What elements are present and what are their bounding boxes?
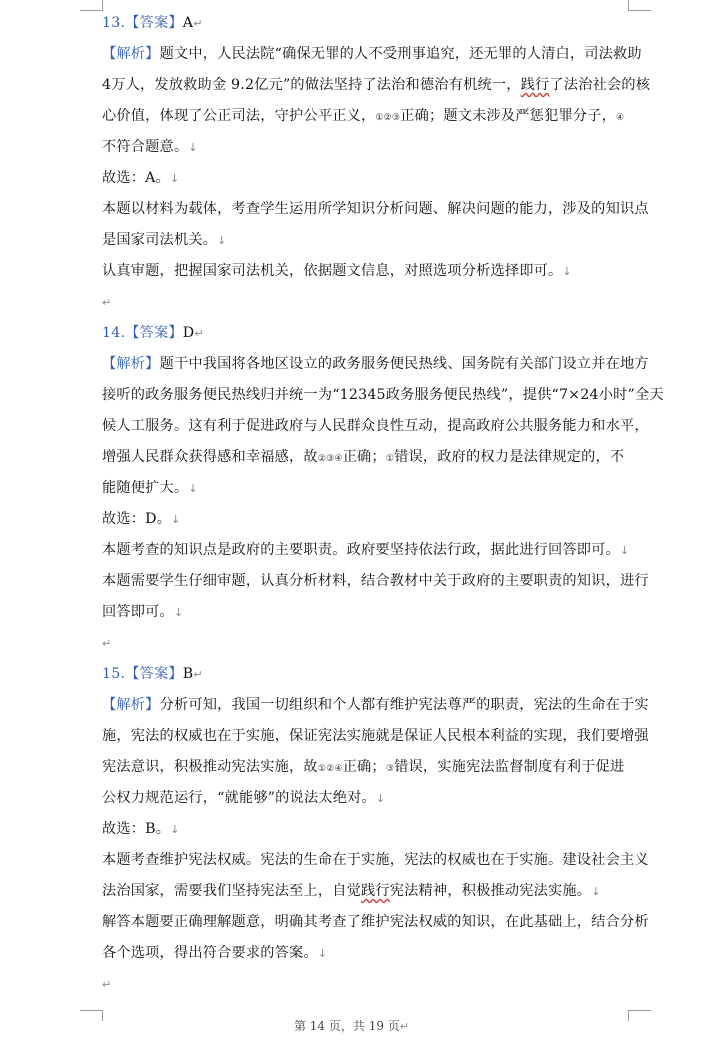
q13-choice: 故选：A。↓ — [102, 170, 180, 186]
q14-choice: 故选：D。↓ — [102, 511, 181, 527]
document-body — [102, 8, 664, 1000]
q13-analysis-line-1: 【解析】题文中，人民法院“确保无罪的人不受刑事追究，还无罪的人清白，司法救助 — [102, 46, 642, 62]
q15-comment-line-1: 本题考查维护宪法权威。宪法的生命在于实施，宪法的权威也在于实施。建设社会主义 — [102, 852, 649, 868]
q15-analysis-line-1: 【解析】分析可知，我国一切组织和个人都有维护宪法尊严的职责，宪法的生命在于实 — [102, 697, 649, 713]
q14-analysis-line-2: 接听的政务服务便民热线归并统一为“12345政务服务便民热线”，提供“7×24小时”全天 — [102, 387, 664, 403]
q14-tip-line-1: 本题需要学生仔细审题，认真分析材料，结合教材中关于政府的主要职责的知识，进行 — [102, 573, 649, 589]
empty-paragraph: ↵ — [102, 637, 112, 650]
q13-analysis-line-2: 4万人，发放救助金 9.2亿元”的做法坚持了法治和德治有机统一，践行了法治社会的核 — [102, 77, 651, 93]
page-footer: 第 14 页，共 19 页↵ — [293, 1019, 410, 1033]
q15-analysis-line-2: 施，宪法的权威也在于实施，保证宪法实施就是保证人民根本利益的实现，我们要增强 — [102, 728, 649, 744]
empty-paragraph: ↵ — [102, 296, 112, 309]
crop-mark-top-left — [80, 0, 103, 11]
q14-tip-line-2: 回答即可。↓ — [102, 604, 184, 620]
empty-paragraph: ↵ — [102, 978, 112, 991]
q14-analysis-line-5: 能随便扩大。↓ — [102, 480, 198, 496]
q15-analysis-line-3: 宪法意识，积极推动宪法实施，故①②④正确；③错误，实施宪法监督制度有利于促进 — [102, 759, 625, 775]
q13-tip: 认真审题，把握国家司法机关，依据题文信息，对照选项分析选择即可。↓ — [102, 263, 572, 279]
q13-comment-line-1: 本题以材料为载体，考查学生运用所学知识分析问题、解决问题的能力，涉及的知识点 — [102, 201, 649, 217]
q13-comment-line-2: 是国家司法机关。↓ — [102, 232, 227, 248]
q14-analysis-line-4: 增强人民群众获得感和幸福感，故②③④正确；①错误，政府的权力是法律规定的，不 — [102, 449, 625, 465]
q13-answer-heading: 13.【答案】A↵ — [102, 15, 203, 31]
q15-tip-line-2: 各个选项，得出符合要求的答案。↓ — [102, 945, 328, 961]
page-number: 第 14 页，共 19 页 — [293, 1019, 400, 1033]
q14-answer-heading: 14.【答案】D↵ — [102, 325, 204, 341]
q14-analysis-line-1: 【解析】题干中我国将各地区设立的政务服务便民热线、国务院有关部门设立并在地方 — [102, 356, 649, 372]
q15-tip-line-1: 解答本题要正确理解题意，明确其考查了维护宪法权威的知识，在此基础上，结合分析 — [102, 914, 649, 930]
q15-analysis-line-4: 公权力规范运行，“就能够”的说法太绝对。↓ — [102, 790, 386, 806]
q15-choice: 故选：B。↓ — [102, 821, 180, 837]
q14-comment: 本题考查的知识点是政府的主要职责。政府要坚持依法行政，据此进行回答即可。↓ — [102, 542, 630, 558]
q15-answer-heading: 15.【答案】B↵ — [102, 666, 203, 682]
q15-comment-line-2: 法治国家，需要我们坚持宪法至上，自觉践行宪法精神，积极推动宪法实施。↓ — [102, 883, 601, 899]
q13-analysis-line-3: 心价值，体现了公正司法，守护公平正义，①②③正确；题文未涉及严惩犯罪分子，④ — [102, 108, 625, 124]
q14-analysis-line-3: 候人工服务。这有利于促进政府与人民群众良性互动，提高政府公共服务能力和水平， — [102, 418, 649, 434]
q13-analysis-line-4: 不符合题意。↓ — [102, 139, 198, 155]
